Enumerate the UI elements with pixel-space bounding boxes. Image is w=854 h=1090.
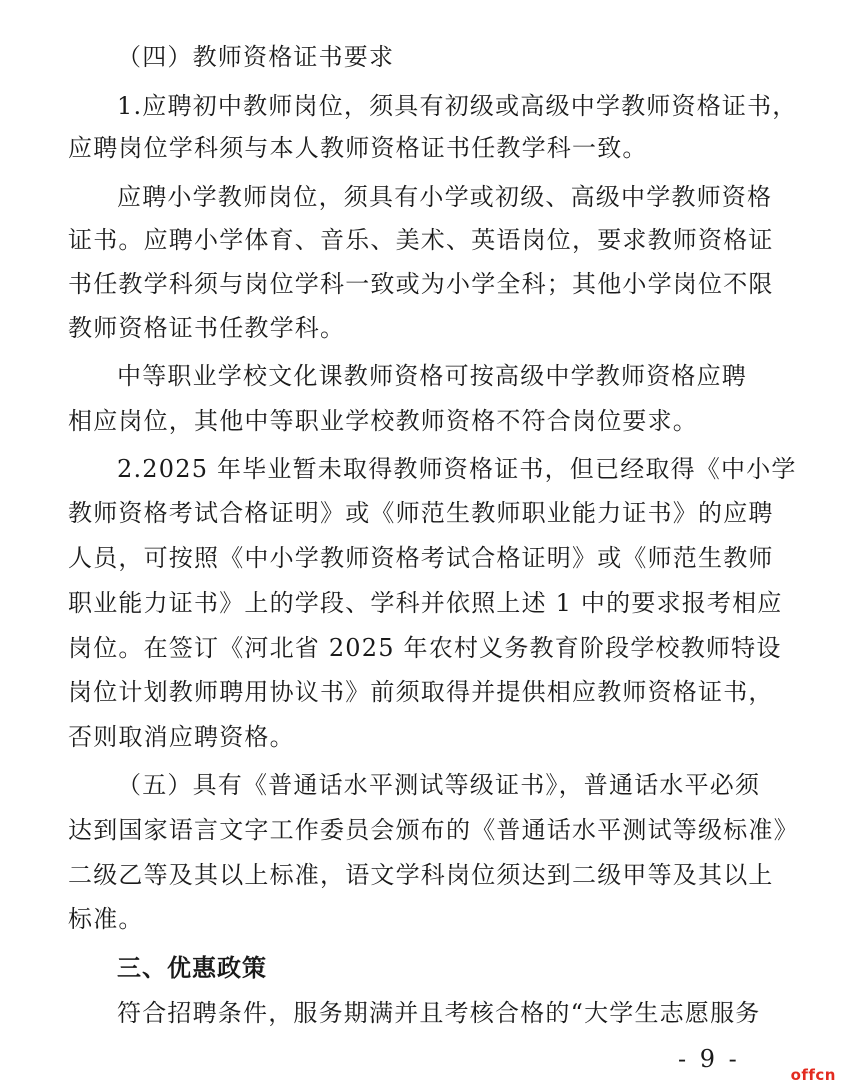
paragraph-line: 标准。 xyxy=(68,905,144,933)
paragraph-line: 二级乙等及其以上标准，语文学科岗位须达到二级甲等及其以上 xyxy=(68,861,774,889)
section-heading-certificate: （四）教师资格证书要求 xyxy=(117,43,395,71)
paragraph-line: 岗位。在签订《河北省 2025 年农村义务教育阶段学校教师特设 xyxy=(68,634,782,662)
paragraph-line: （五）具有《普通话水平测试等级证书》，普通话水平必须 xyxy=(117,771,761,799)
page-number: - 9 - xyxy=(678,1045,740,1073)
paragraph-line: 1.应聘初中教师岗位，须具有初级或高级中学教师资格证书， xyxy=(117,92,798,120)
paragraph-line: 人员，可按照《中小学教师资格考试合格证明》或《师范生教师 xyxy=(68,544,774,572)
paragraph-line: 否则取消应聘资格。 xyxy=(68,723,295,751)
paragraph-line: 应聘岗位学科须与本人教师资格证书任教学科一致。 xyxy=(68,134,648,162)
paragraph-line: 岗位计划教师聘用协议书》前须取得并提供相应教师资格证书， xyxy=(68,678,774,706)
paragraph-line: 职业能力证书》上的学段、学科并依照上述 1 中的要求报考相应 xyxy=(68,589,783,617)
paragraph-line: 应聘小学教师岗位，须具有小学或初级、高级中学教师资格 xyxy=(117,183,773,211)
paragraph-line: 教师资格考试合格证明》或《师范生教师职业能力证书》的应聘 xyxy=(68,499,774,527)
paragraph-line: 证书。应聘小学体育、音乐、美术、英语岗位，要求教师资格证 xyxy=(68,226,774,254)
paragraph-line: 教师资格证书任教学科。 xyxy=(68,314,346,342)
offcn-watermark-logo: offcn xyxy=(790,1066,836,1084)
paragraph-line: 2.2025 年毕业暂未取得教师资格证书，但已经取得《中小学 xyxy=(117,455,797,483)
section-heading-preferential-policy: 三、优惠政策 xyxy=(117,954,267,982)
paragraph-line: 符合招聘条件，服务期满并且考核合格的“大学生志愿服务 xyxy=(117,999,761,1027)
paragraph-line: 达到国家语言文字工作委员会颁布的《普通话水平测试等级标准》 xyxy=(68,816,799,844)
paragraph-line: 书任教学科须与岗位学科一致或为小学全科；其他小学岗位不限 xyxy=(68,270,774,298)
paragraph-line: 相应岗位，其他中等职业学校教师资格不符合岗位要求。 xyxy=(68,407,698,435)
paragraph-line: 中等职业学校文化课教师资格可按高级中学教师资格应聘 xyxy=(117,362,747,390)
